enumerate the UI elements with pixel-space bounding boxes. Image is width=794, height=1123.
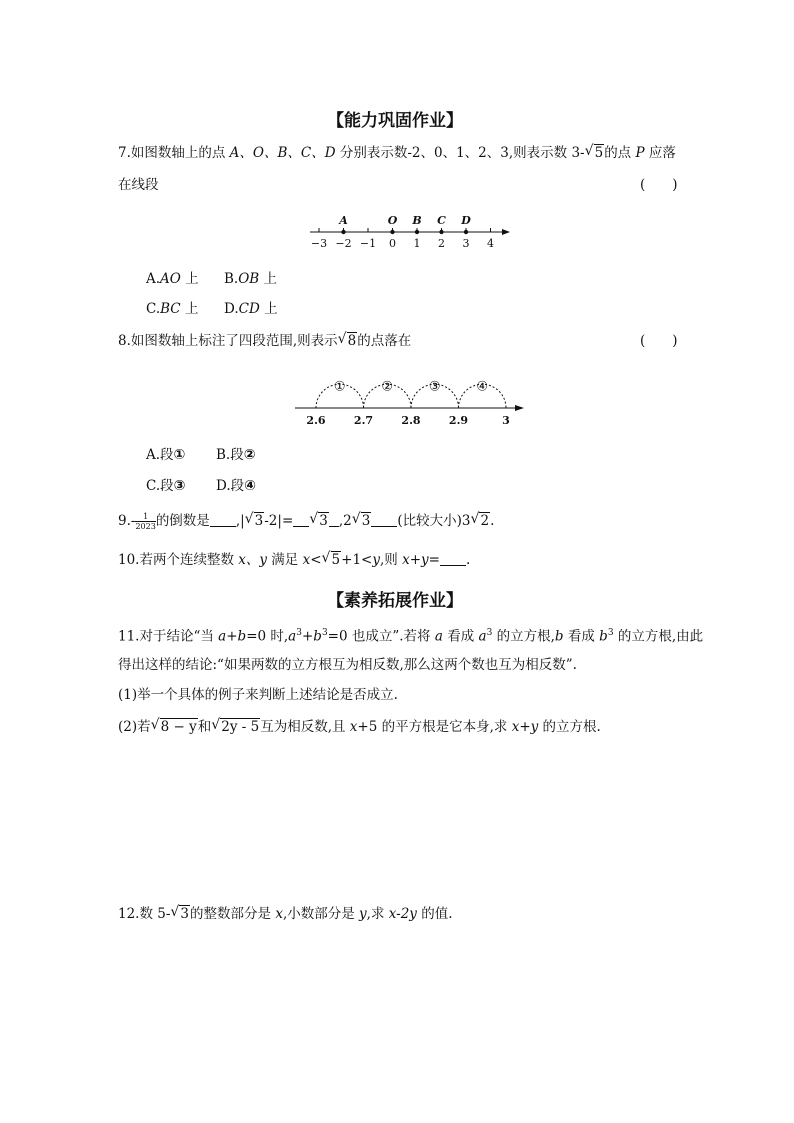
arc-label: ② [381,379,394,395]
tick-label: −2 [335,237,352,250]
point-D [464,230,468,234]
tick-label: 0 [389,237,396,250]
point-label: C [437,214,446,227]
blank-sum [440,552,466,566]
question-7-line2: 在线段 [118,177,159,193]
tick-label: 3 [462,237,470,250]
sqrt-8: √ 8 [338,332,358,350]
q7-option-d: D.CD 上 [224,301,278,317]
question-11-line1: 11.对于结论“当 a+b=0 时$,a^3+b^3=0$ 也成立”.若将 a 看成 $a^3$ 的立方根,b 看成 $b^3$ 的立方根,由此 [118,628,704,645]
tick-label: 3 [502,414,510,427]
q7-option-b: B.OB 上 [224,271,278,287]
blank-reciprocal [210,513,236,527]
q8-option-c: C.段③ [146,478,186,494]
q8-option-b: B.段② [216,447,256,463]
point-label: B [412,214,422,227]
point-label: A [339,214,348,227]
point-label: O [387,214,398,227]
point-C [439,230,443,234]
arc-label: ③ [428,379,441,395]
question-11-line2: 得出这样的结论:“如果两数的立方根互为相反数,那么这两个数也互为相反数”. [118,657,577,673]
tick-label: 2.7 [353,414,374,427]
fraction-1-over-2023: $\frac{1}{2023}$ [135,512,156,531]
tick-label: 2 [438,237,445,250]
point-O [390,230,394,234]
blank-abs-1 [293,513,309,527]
blank-abs-2 [329,513,339,527]
question-7-answer-bracket: ( ) [640,177,678,193]
question-10: 10.若两个连续整数 x、y 满足 x<√ 5+1<y,则 x+y= . [118,551,470,569]
question-8-line1: 8.如图数轴上标注了四段范围,则表示√ 8的点落在 [118,332,411,350]
tick-label: 1 [413,237,421,250]
tick-label: 2.8 [401,414,421,427]
axis-arrow [515,405,524,411]
tick-label: −3 [310,237,328,250]
point-B [415,230,419,234]
section-title-extension: 【素养拓展作业】 [327,591,463,611]
question-12: 12.数 5-√ 3的整数部分是 x,小数部分是 y,求 x-2y 的值. [118,905,453,923]
section-title-ability: 【能力巩固作业】 [327,111,463,131]
tick-label: −1 [359,237,377,250]
question-11-part1: (1)举一个具体的例子来判断上述结论是否成立. [118,687,398,703]
axis-arrow [502,229,510,235]
question-9: 9.- $\frac{1}{2023}$ 的倒数是 ,|√ 3-2|=√ 3 ,2√ 3 (比较大小)3√ 2. [118,512,494,531]
number-line-q8 [290,364,530,428]
point-label: D [461,214,471,227]
q7-option-c: C.BC 上 [146,301,199,317]
tick-label: 2.9 [448,414,469,427]
tick-label: 2.6 [306,414,326,427]
arc-label: ④ [476,379,489,395]
q8-option-a: A.段① [146,447,186,463]
q7-option-a: A.AO 上 [146,271,199,287]
question-11-part2: (2)若√ 8 − y和√ 2y - 5互为相反数,且 x+5 的平方根是它本身,求 x+y 的立方根. [118,718,601,736]
point-A [341,230,345,234]
arc-label: ① [333,379,346,395]
question-7-line1: 7.如图数轴上的点 A、O、B、C、D 分别表示数-2、0、1、2、3,则表示数 3-√ 5的点 P 应落 [118,144,676,162]
question-8-answer-bracket: ( ) [640,333,678,349]
tick-label: 4 [487,237,494,250]
number-line-q7 [305,208,515,250]
sqrt-5: √ 5 [585,144,605,162]
q8-option-d: D.段④ [216,478,256,494]
blank-compare [371,513,397,527]
